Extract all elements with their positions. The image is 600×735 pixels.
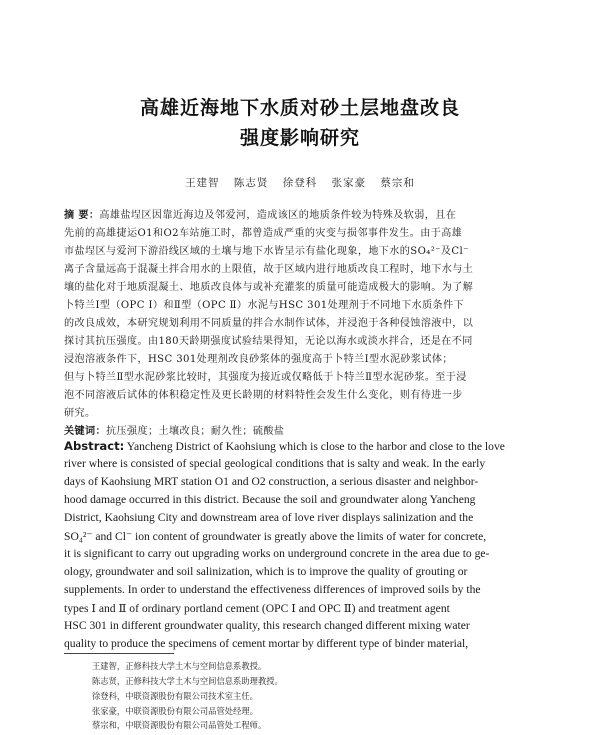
- footnote: 王建智，正修科技大学土木与空间信息系教授。: [92, 661, 267, 671]
- abstract-cn-line: 卜特兰Ⅰ型（OPC Ⅰ）和Ⅱ型（OPC Ⅱ）水泥与HSC 301处理剂于不同地下水质条件下: [64, 300, 465, 311]
- abstract-cn-line: 的改良成效，本研究规划利用不同质量的拌合水制作试体，并浸泡于各种侵蚀溶液中，以: [64, 318, 474, 329]
- footnote: 徐登科，中联资源股份有限公司技术室主任。: [92, 691, 258, 701]
- abstract-cn-line: 市盐埕区与爱河下游沿线区域的土壤与地下水皆呈示有盐化现象，地下水的SO₄²⁻及Cl⁻: [64, 246, 469, 257]
- abstract-cn-line: 浸泡溶液条件下，HSC 301处理剂改良砂浆体的强度高于卜特兰Ⅰ型水泥砂浆试体；: [64, 354, 453, 365]
- abstract-en-line: days of Kaohsiung MRT station O1 and O2 construction, a serious disaster and neighbor-: [64, 475, 479, 488]
- footnote: 张家豪，中联资源股份有限公司品管处经理。: [92, 706, 258, 716]
- abstract-en-line: types Ⅰ and Ⅱ of ordinary portland cement (OPC Ⅰ and OPC Ⅱ) and treatment agent: [64, 602, 450, 615]
- abstract-en-line: [64, 439, 540, 453]
- abstract-en-label: Abstract:: [64, 439, 125, 453]
- abstract-en-line: District, Kaohsiung City and downstream area of love river displays salinization and the: [64, 511, 474, 524]
- abstract-en-line: HSC 301 in different groundwater quality, this research changed different mixing water: [64, 619, 470, 632]
- abstract-cn-line: 研究。: [64, 408, 96, 419]
- abstract-cn-line: 离子含量远高于混凝土拌合用水的上限值，故于区域内进行地质改良工程时，地下水与土: [64, 264, 474, 275]
- abstract-cn-line: 壤的盐化对于地质混凝土、地质改良体与或补充灌浆的质量可能造成极大的影响。为了解: [64, 282, 474, 293]
- footnote: 蔡宗和，中联资源股份有限公司品管处工程师。: [92, 720, 267, 730]
- abstract-en-line: river where is consisted of special geological conditions that is salty and weak. In the early: [64, 457, 486, 470]
- abstract-en-line: SO₄²⁻ and Cl⁻ ion content of groundwater is greatly above the limits of water for concrete,: [64, 530, 487, 543]
- abstract-cn-line: 探讨其抗压强度。由180天龄期强度试验结果得知，无论以海水或淡水拌合，还是在不同: [64, 336, 473, 347]
- footnote-divider: [64, 653, 174, 654]
- abstract-cn-line: 泡不同溶液后试体的体积稳定性及更长龄期的材料特性会发生什么变化，则有待进一步: [64, 390, 463, 401]
- abstract-en-line: it is significant to carry out upgrading works on underground concrete in the area due to ge-: [64, 547, 490, 560]
- abstract-cn-line: [64, 206, 540, 221]
- author-list: 王建智 陈志贤 徐登科 张家豪 蔡宗和: [185, 177, 415, 189]
- keywords: [64, 422, 540, 437]
- abstract-cn-label: 摘 要：: [64, 210, 100, 221]
- abstract-cn-text: 高雄盐埕区因靠近海边及邻爱河，造成该区的地质条件较为特殊及软弱，且在: [99, 210, 457, 221]
- abstract-cn-line: 但与卜特兰Ⅱ型水泥砂浆比较时，其强度为接近或仅略低于卜特兰Ⅱ型水泥砂浆。至于浸: [64, 372, 467, 383]
- keywords-label: 关键词：: [64, 426, 106, 437]
- abstract-en-line: supplements. In order to understand the effectiveness differences of improved soils by the: [64, 583, 481, 596]
- abstract-en-line: ology, groundwater and soil salinization, which is to improve the quality of grouting or: [64, 565, 468, 578]
- abstract-en-line: quality to produce the specimens of cement mortar by different type of binder material,: [64, 637, 469, 650]
- keywords-text: 抗压强度；土壤改良；耐久性；硫酸盐: [105, 426, 285, 437]
- abstract-cn-line: 先前的高雄捷运O1和O2车站施工时，都曾造成严重的灾变与损邻事件发生。由于高雄: [64, 228, 463, 239]
- paper-title-line-2: 强度影响研究: [239, 127, 360, 149]
- abstract-en-line: hood damage occurred in this district. Because the soil and groundwater along Yancheng: [64, 493, 476, 506]
- abstract-en-text: Yancheng District of Kaohsiung which is close to the harbor and close to the love: [126, 440, 505, 453]
- footnote: 陈志贤，正修科技大学土木与空间信息系助理教授。: [92, 676, 283, 686]
- paper-title-line-1: 高雄近海地下水质对砂土层地盘改良: [139, 97, 460, 119]
